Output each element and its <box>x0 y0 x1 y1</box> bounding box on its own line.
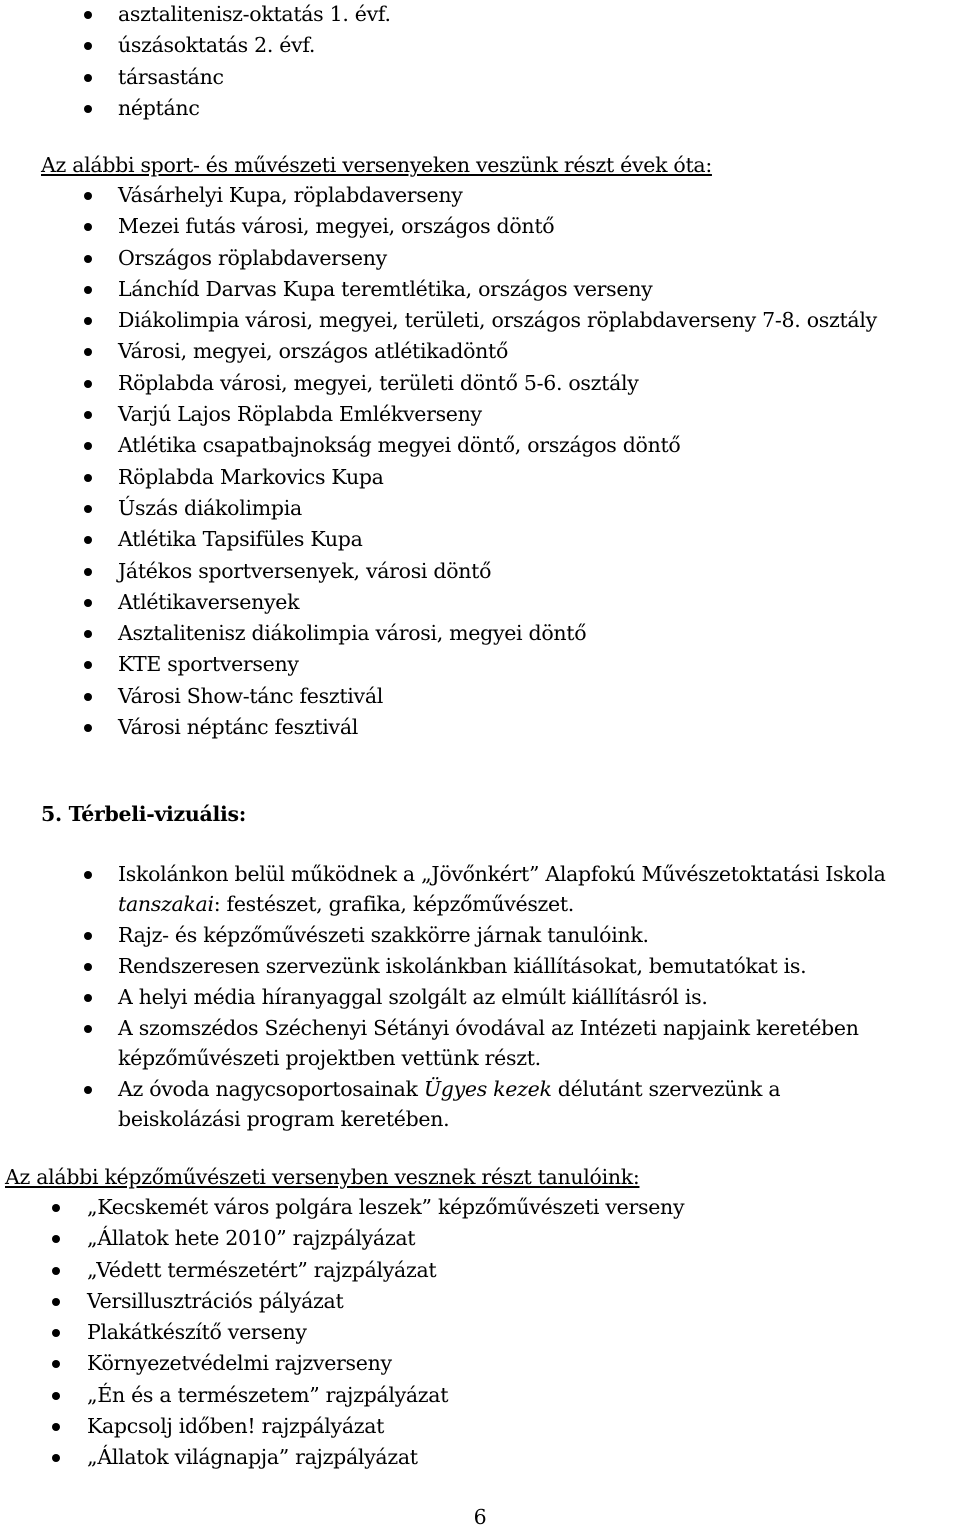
bullet-icon <box>84 724 92 732</box>
bullet-icon <box>84 348 92 356</box>
list-item: „Állatok világnapja” rajzpályázat <box>0 1442 684 1473</box>
page-number: 6 <box>473 1505 487 1529</box>
bullet-icon <box>84 871 92 879</box>
list-item: Mezei futás városi, megyei, országos döntő <box>0 211 877 242</box>
bullet-icon <box>84 693 92 701</box>
art-competitions-list <box>0 1192 684 1474</box>
bullet-icon <box>84 536 92 544</box>
list-item: A helyi média híranyaggal szolgált az elmúlt kiállításról is. <box>0 982 908 1012</box>
competitions-heading: Az alábbi sport- és művészeti versenyeken veszünk részt évek óta: <box>41 153 712 177</box>
list-item: Országos röplabdaverseny <box>0 243 877 274</box>
bullet-icon <box>84 1025 92 1033</box>
list-item: „Védett természetért” rajzpályázat <box>0 1255 684 1286</box>
bullet-icon <box>84 411 92 419</box>
bullet-icon <box>84 223 92 231</box>
list-item: Vásárhelyi Kupa, röplabdaverseny <box>0 180 877 211</box>
bullet-icon <box>52 1392 60 1400</box>
list-item: Lánchíd Darvas Kupa teremtlétika, országos verseny <box>0 274 877 305</box>
list-item: „Én és a természetem” rajzpályázat <box>0 1380 684 1411</box>
list-item: Rajz- és képzőművészeti szakkörre járnak tanulóink. <box>0 920 908 950</box>
list-item: Játékos sportversenyek, városi döntő <box>0 556 877 587</box>
section5-list <box>0 859 908 1135</box>
bullet-icon <box>84 505 92 513</box>
list-item: Atlétika Tapsifüles Kupa <box>0 524 877 555</box>
list-item: Röplabda városi, megyei, területi döntő 5-6. osztály <box>0 368 877 399</box>
list-item: Atlétika csapatbajnokság megyei döntő, országos döntő <box>0 430 877 461</box>
section-title: 5. Térbeli-vizuális: <box>41 802 246 826</box>
bullet-icon <box>84 994 92 1002</box>
list-item: Varjú Lajos Röplabda Emlékverseny <box>0 399 877 430</box>
list-item: úszásoktatás 2. évf. <box>0 30 391 61</box>
list-item: Városi, megyei, országos atlétikadöntő <box>0 336 877 367</box>
bullet-icon <box>52 1204 60 1212</box>
list-item: „Kecskemét város polgára leszek” képzőművészeti verseny <box>0 1192 684 1223</box>
bullet-icon <box>84 255 92 263</box>
list-item: Úszás diákolimpia <box>0 493 877 524</box>
bullet-icon <box>84 42 92 50</box>
bullet-icon <box>84 661 92 669</box>
activity-list <box>0 0 391 124</box>
list-item: Városi Show-tánc fesztivál <box>0 681 877 712</box>
list-item: Versillusztrációs pályázat <box>0 1286 684 1317</box>
bullet-icon <box>84 963 92 971</box>
list-item: Diákolimpia városi, megyei, területi, országos röplabdaverseny 7-8. osztály <box>0 305 877 336</box>
bullet-icon <box>52 1235 60 1243</box>
bullet-icon <box>52 1454 60 1462</box>
bullet-icon <box>84 474 92 482</box>
list-item: Kapcsolj időben! rajzpályázat <box>0 1411 684 1442</box>
list-item: „Állatok hete 2010” rajzpályázat <box>0 1223 684 1254</box>
competitions-list <box>0 180 877 743</box>
bullet-icon <box>84 192 92 200</box>
bullet-icon <box>52 1267 60 1275</box>
bullet-icon <box>84 317 92 325</box>
bullet-icon <box>84 568 92 576</box>
list-item: Az óvoda nagycsoportosainak Ügyes kezek délutánt szervezünk a beiskolázási program keretében. <box>0 1074 908 1134</box>
bullet-icon <box>84 1086 92 1094</box>
bullet-icon <box>52 1329 60 1337</box>
list-item: Asztalitenisz diákolimpia városi, megyei döntő <box>0 618 877 649</box>
list-item: néptánc <box>0 93 391 124</box>
list-item: asztalitenisz-oktatás 1. évf. <box>0 0 391 30</box>
list-item: társastánc <box>0 62 391 93</box>
bullet-icon <box>52 1298 60 1306</box>
list-item: A szomszédos Széchenyi Sétányi óvodával az Intézeti napjaink keretében képzőművészeti projektben vettünk részt. <box>0 1013 908 1073</box>
bullet-icon <box>84 286 92 294</box>
bullet-icon <box>84 630 92 638</box>
list-item: Környezetvédelmi rajzverseny <box>0 1348 684 1379</box>
bullet-icon <box>84 74 92 82</box>
bullet-icon <box>52 1423 60 1431</box>
bullet-icon <box>84 105 92 113</box>
list-item: Iskolánkon belül működnek a „Jövőnkért” Alapfokú Művészetoktatási Iskola tanszakai: festészet, grafika, képzőművészet. <box>0 859 908 919</box>
list-item: Atlétikaversenyek <box>0 587 877 618</box>
art-competitions-heading: Az alábbi képzőművészeti versenyben vesznek részt tanulóink: <box>5 1165 640 1189</box>
bullet-icon <box>84 380 92 388</box>
list-item: Röplabda Markovics Kupa <box>0 462 877 493</box>
list-item: Városi néptánc fesztivál <box>0 712 877 743</box>
bullet-icon <box>52 1360 60 1368</box>
list-item: KTE sportverseny <box>0 649 877 680</box>
bullet-icon <box>84 442 92 450</box>
bullet-icon <box>84 932 92 940</box>
bullet-icon <box>84 599 92 607</box>
bullet-icon <box>84 11 92 19</box>
list-item: Plakátkészítő verseny <box>0 1317 684 1348</box>
list-item: Rendszeresen szervezünk iskolánkban kiállításokat, bemutatókat is. <box>0 951 908 981</box>
